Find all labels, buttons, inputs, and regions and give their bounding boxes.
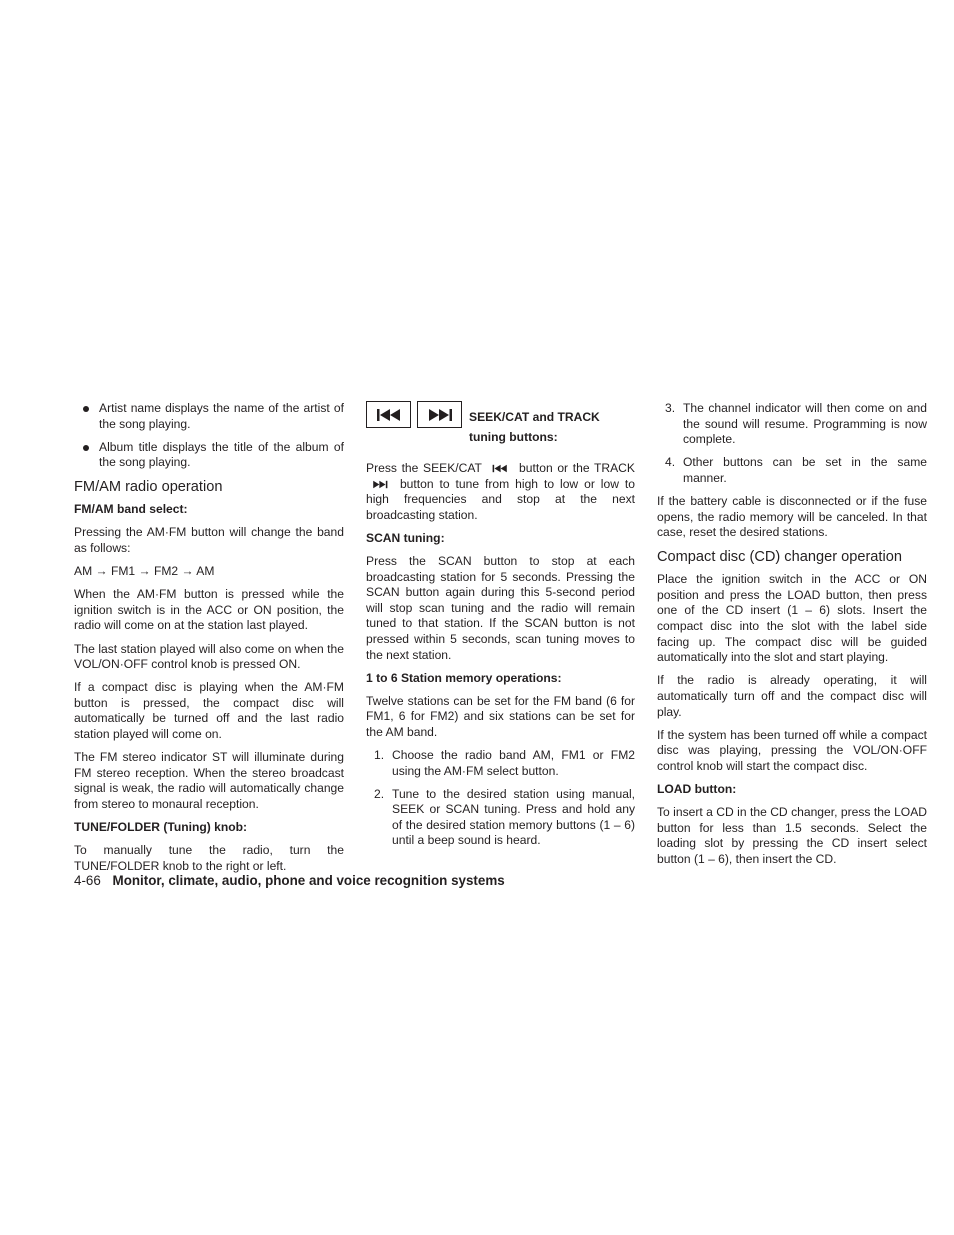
- page-number: 4-66: [74, 873, 101, 888]
- column-right: [657, 401, 927, 875]
- bullet-text: Artist name displays the name of the artist of the song playing.: [99, 401, 344, 431]
- track-button-illustration: [417, 401, 462, 428]
- paragraph: If the battery cable is disconnected or if the fuse opens, the radio memory will be canceled. In that case, reset the desired stations.: [657, 493, 927, 540]
- list-item: [74, 401, 344, 432]
- section-title-cd-changer: Compact disc (CD) changer operation: [657, 549, 902, 566]
- seek-cat-button-illustration: [366, 401, 411, 428]
- skip-back-icon: [376, 409, 402, 421]
- paragraph: Twelve stations can be set for the FM band (6 for FM1, 6 for FM2) and six stations can be set for the AM band.: [366, 693, 635, 739]
- skip-back-icon: [492, 464, 508, 473]
- seek-track-buttons-figure: [366, 401, 635, 453]
- caption-line: tuning buttons:: [469, 430, 558, 444]
- step-text: Tune to the desired station using manual, SEEK or SCAN tuning. Press and hold any of the desired station memory buttons (1 – 6) until a beep sound is heard.: [392, 786, 635, 848]
- step-text: Other buttons can be set in the same manner.: [683, 455, 927, 485]
- paragraph: Place the ignition switch in the ACC or ON position and press the LOAD button, then press one of the CD insert (1 – 6) slots. Insert the compact disc into the slot with the label side facing up. The compact disc will be guided automatically into the slot and start playing.: [657, 572, 927, 665]
- seek-track-caption: [469, 407, 600, 447]
- heading-tune-folder: TUNE/FOLDER (Tuning) knob:: [74, 819, 248, 834]
- paragraph: The FM stereo indicator ST will illuminate during FM stereo reception. When the stereo broadcast signal is weak, the radio will automatically change from stereo to monaural reception.: [74, 750, 344, 811]
- heading-station-memory: 1 to 6 Station memory operations:: [366, 670, 562, 685]
- paragraph: If the system has been turned off while a compact disc was playing, pressing the VOL/ON·OFF control knob will start the compact disc.: [657, 727, 927, 773]
- paragraph: If a compact disc is playing when the AM·FM button is pressed, the compact disc will automatically be turned off and the last radio station played will come on.: [74, 680, 344, 741]
- list-item: [74, 440, 344, 471]
- step-number: 1.: [374, 748, 385, 762]
- list-item: [366, 787, 635, 849]
- heading-band-select: FM/AM band select:: [74, 502, 188, 517]
- step-number: 4.: [665, 455, 676, 470]
- page-footer: [74, 872, 505, 890]
- paragraph: To manually tune the radio, turn the TUNE/FOLDER knob to the right or left.: [74, 843, 344, 873]
- step-number: 2.: [374, 786, 385, 801]
- paragraph: Pressing the AM·FM button will change the band as follows:: [74, 525, 344, 556]
- paragraph: When the AM·FM button is pressed while the ignition switch is in the ACC or ON position, the radio will come on at the station last played.: [74, 587, 344, 633]
- band-sequence: AM → FM1 → FM2 → AM: [74, 564, 215, 579]
- list-item: [657, 401, 927, 448]
- paragraph: The last station played will also come on when the VOL/ON·OFF control knob is pressed ON.: [74, 641, 344, 672]
- paragraph-seek: [366, 461, 635, 523]
- text-run: button or the TRACK: [519, 461, 635, 475]
- chapter-title: Monitor, climate, audio, phone and voice recognition systems: [112, 873, 505, 888]
- step-text: Choose the radio band AM, FM1 or FM2 using the AM·FM select button.: [392, 748, 635, 778]
- paragraph: Press the SCAN button to stop at each broadcasting station for 5 seconds. Pressing the SCAN button again during this 5-second period will stop scan tuning and the radio will remain tuned to that station. If the SCAN button is not pressed within 5 seconds, scan tuning moves to the next station.: [366, 553, 635, 662]
- step-text: The channel indicator will then come on and the sound will resume. Programming is now complete.: [683, 401, 927, 447]
- text-run: Press the SEEK/CAT: [366, 461, 482, 475]
- paragraph: To insert a CD in the CD changer, press the LOAD button for less than 1.5 seconds. Select the loading slot by pressing the CD insert select button (1 – 6), then insert the CD.: [657, 804, 927, 866]
- text-run: button to tune from high to low or low to high frequencies and stop at the next broadcasting station.: [366, 476, 635, 522]
- paragraph: If the radio is already operating, it will automatically turn off and the compact disc will play.: [657, 673, 927, 719]
- section-title-fm-am: FM/AM radio operation: [74, 479, 223, 496]
- step-number: 3.: [665, 401, 676, 415]
- bullet-icon: [83, 445, 89, 451]
- skip-forward-icon: [427, 409, 453, 421]
- list-item: [657, 455, 927, 486]
- heading-load-button: LOAD button:: [657, 781, 737, 796]
- bullet-text: Album title displays the title of the album of the song playing.: [99, 439, 344, 470]
- column-middle: [366, 401, 635, 857]
- bullet-icon: [83, 406, 89, 412]
- list-item: [366, 748, 635, 779]
- caption-line: SEEK/CAT and TRACK: [469, 410, 600, 424]
- column-left: [74, 401, 344, 882]
- heading-scan: SCAN tuning:: [366, 530, 445, 545]
- skip-forward-icon: [372, 480, 388, 489]
